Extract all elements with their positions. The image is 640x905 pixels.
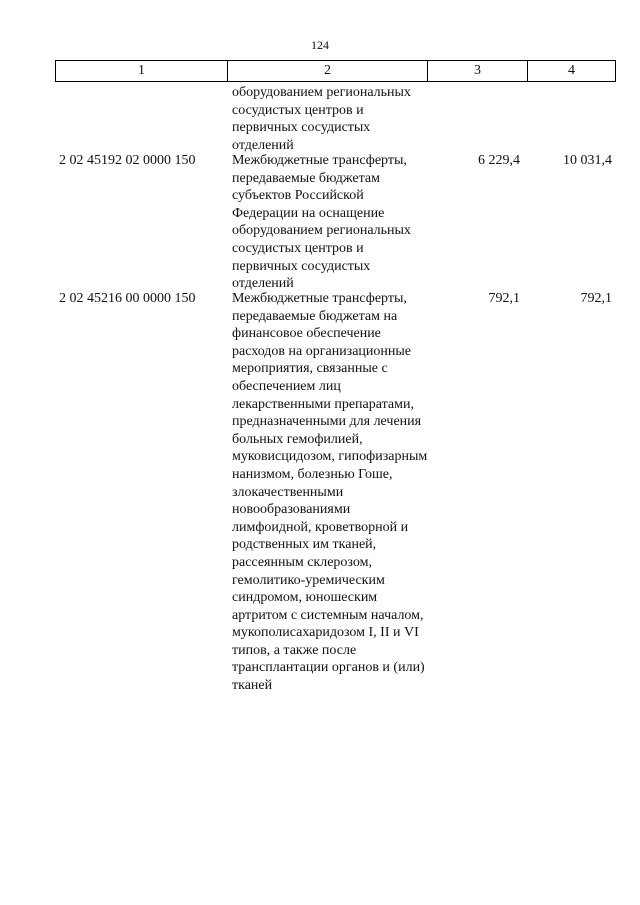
- header-col-2: 2: [228, 61, 428, 82]
- row-value-col4: 10 031,4: [563, 153, 612, 168]
- row-value-col4: 792,1: [580, 291, 612, 306]
- row-code: 2 02 45216 00 0000 150: [59, 291, 196, 306]
- header-col-3: 3: [428, 61, 528, 82]
- continuation-text: оборудованием региональных сосудистых центров и первичных сосудистых отделений: [232, 85, 411, 153]
- row-value-col3: 792,1: [488, 291, 520, 306]
- row-value-col3: 6 229,4: [478, 153, 520, 168]
- row-name: Межбюджетные трансферты, передаваемые бюджетам субъектов Российской Федерации на оснащение оборудованием региональных сосудистых центров и первичных сосудистых отделений: [232, 153, 411, 292]
- page-number: 124: [311, 38, 329, 52]
- header-col-1: 1: [56, 61, 228, 82]
- header-col-4: 4: [528, 61, 616, 82]
- row-name: Межбюджетные трансферты, передаваемые бюджетам на финансовое обеспечение расходов на организационные мероприятия, связанные с обеспечением лиц лекарственными препаратами, предназначенными для лечения больных гемофилией, муковисцидозом, гипофизарным нанизмом, болезнью Гоше, злокачественными новообразованиями лимфоидной, кроветворной и родственных им тканей, рассеянным склерозом, гемолитико-уремическим синдромом, юношеским артритом с системным началом, мукополисахаридозом I, II и VI типов, а также после трансплантации органов и (или) тканей: [232, 291, 428, 694]
- table-header: [55, 60, 616, 82]
- row-code: 2 02 45192 02 0000 150: [59, 153, 196, 168]
